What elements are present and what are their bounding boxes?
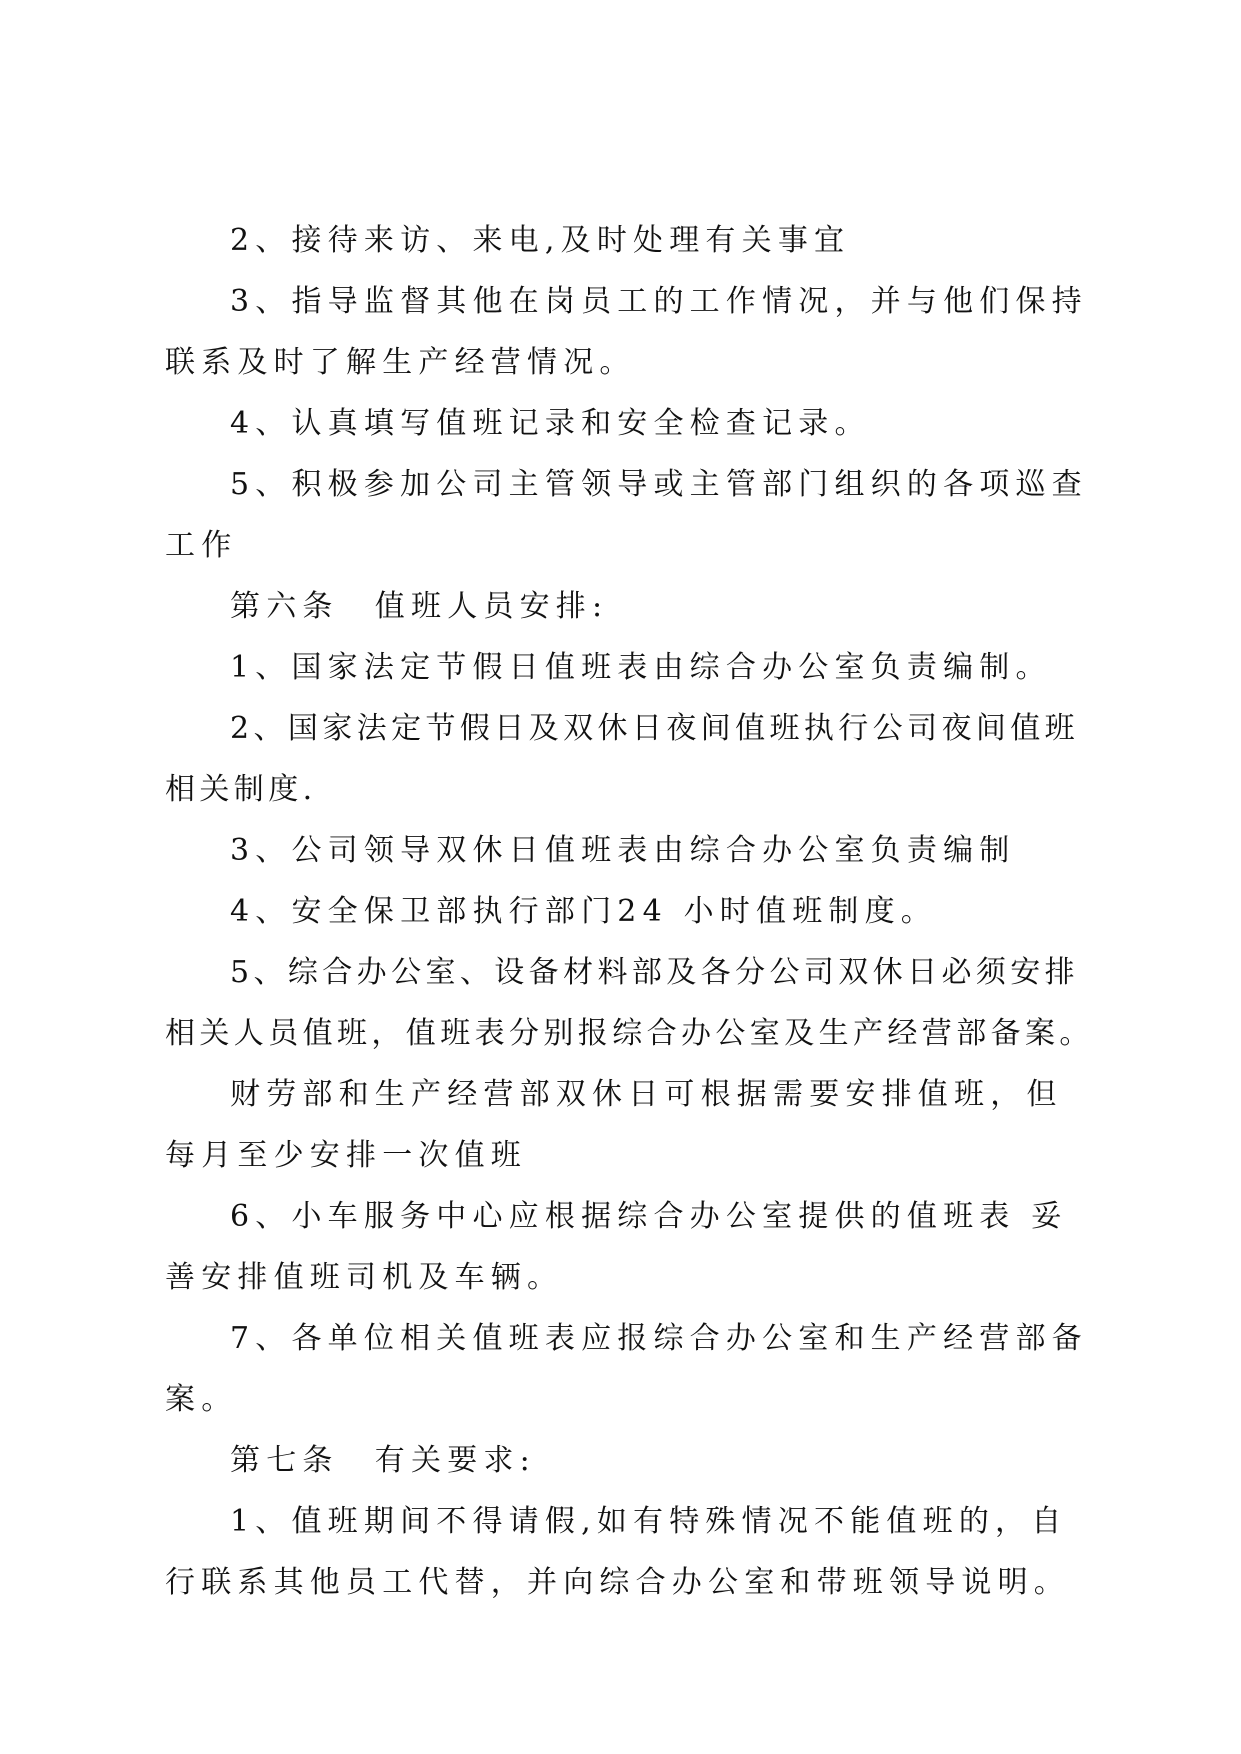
paragraph-arrangement-4: 4、安全保卫部执行部门24 小时值班制度。 xyxy=(230,894,937,929)
paragraph-arrangement-2: 2、国家法定节假日及双休日夜间值班执行公司夜间值班相关制度. xyxy=(165,711,1080,807)
paragraph-finance-dept: 财劳部和生产经营部双休日可根据需要安排值班，但每月至少安排一次值班 xyxy=(165,1077,1063,1173)
paragraph-arrangement-7: 7、各单位相关值班表应报综合办公室和生产经营部备案。 xyxy=(165,1321,1088,1417)
paragraph-arrangement-6: 6、小车服务中心应根据综合办公室提供的值班表 妥善安排值班司机及车辆。 xyxy=(165,1199,1068,1295)
article-6-heading: 第六条 值班人员安排: xyxy=(230,589,609,624)
paragraph-duty-5: 5、积极参加公司主管领导或主管部门组织的各项巡查工作 xyxy=(165,467,1088,563)
paragraph-arrangement-5: 5、综合办公室、设备材料部及各分公司双休日必须安排相关人员值班，值班表分别报综合办公室及生产经营部备案。 xyxy=(165,955,1094,1051)
document-page xyxy=(165,210,1095,1613)
paragraph-duty-3: 3、指导监督其他在岗员工的工作情况，并与他们保持联系及时了解生产经营情况。 xyxy=(165,284,1088,380)
paragraph-requirement-1: 1、值班期间不得请假,如有特殊情况不能值班的，自行联系其他员工代替，并向综合办公室和带班领导说明。 xyxy=(165,1504,1070,1600)
paragraph-arrangement-1: 1、国家法定节假日值班表由综合办公室负责编制。 xyxy=(230,650,1052,685)
article-7-heading: 第七条 有关要求: xyxy=(230,1443,536,1478)
paragraph-arrangement-3: 3、公司领导双休日值班表由综合办公室负责编制 xyxy=(230,833,1016,868)
paragraph-duty-2: 2、接待来访、来电,及时处理有关事宜 xyxy=(230,223,851,258)
paragraph-duty-4: 4、认真填写值班记录和安全检查记录。 xyxy=(230,406,871,441)
